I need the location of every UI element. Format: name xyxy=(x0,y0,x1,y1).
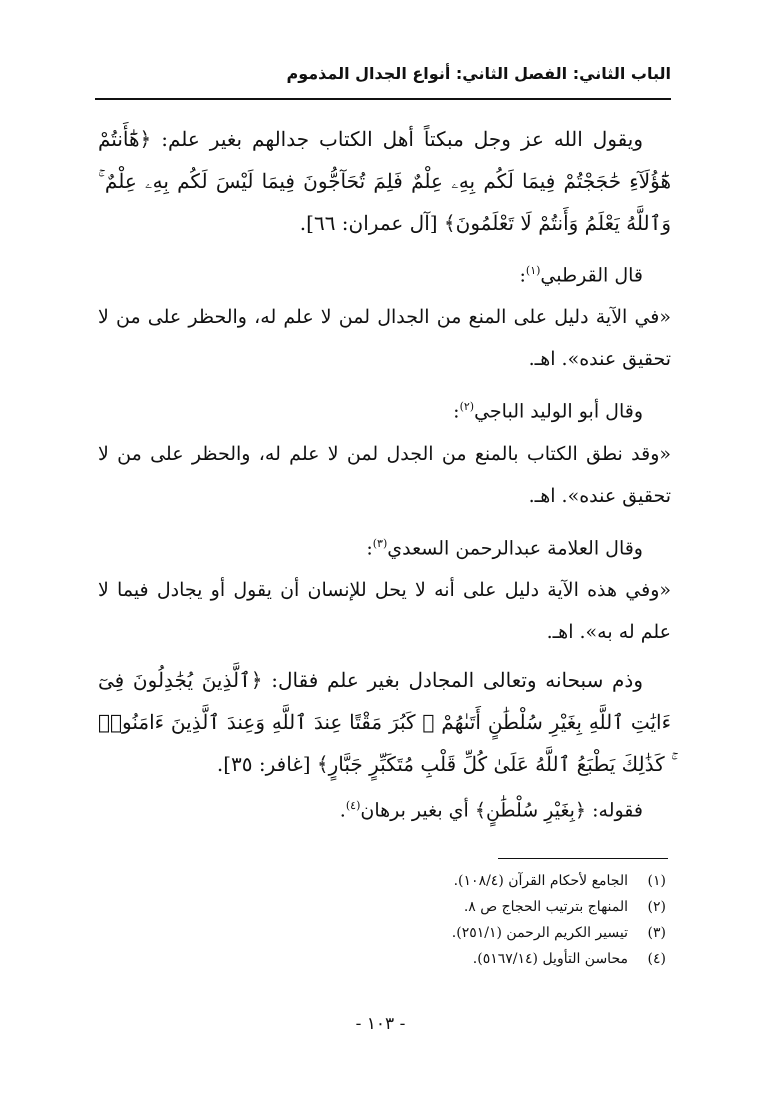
footnote-number: (٣) xyxy=(647,925,666,941)
quote-saadi: «وفي هذه الآية دليل على أنه لا يحل للإنسان أن يقول أو يجادل فيما لا علم له به». اهـ. xyxy=(98,578,671,643)
paragraph-explanation xyxy=(98,785,671,831)
page-number: - ١٠٣ - xyxy=(355,1014,406,1034)
quote-intro-colon: : xyxy=(519,264,526,287)
paragraph-ayah-1: ويقول الله عز وجل مبكتاً أهل الكتاب جدالهم بغير علم: ﴿هَٰٓأَنتُمْ هَٰٓؤُلَآءِ حَٰجَجْتُمْ فِيمَا لَكُم بِهِۦ عِلْمٌ فَلِمَ تُحَآجُّونَ فِيمَا لَيْسَ لَكُم بِهِۦ عِلْمٌ ۚ وَٱللَّهُ يَعْلَمُ وَأَنتُمْ لَا تَعْلَمُونَ﴾ [آل عمران: ٦٦]. xyxy=(98,127,671,235)
footnote-ref-2: (٢) xyxy=(459,400,475,414)
quote-intro-baji xyxy=(98,386,671,432)
quote-intro-qurtubi xyxy=(98,250,671,296)
header-rule xyxy=(95,98,671,100)
running-title: الباب الثاني: الفصل الثاني: أنواع الجدال المذموم xyxy=(286,64,671,83)
footnote-number: (٢) xyxy=(647,899,666,915)
footnote-ref-1: (١) xyxy=(525,264,541,277)
footnote-3 xyxy=(300,920,666,946)
footnote-text: محاسن التأويل (٥١٦٧/١٤). xyxy=(472,951,628,967)
explanation-text: فقوله: ﴿بِغَيْرِ سُلْطَٰنٍ﴾ أي بغير برهان xyxy=(360,799,643,822)
quote-baji: «وقد نطق الكتاب بالمنع من الجدل لمن لا علم له، والحظر على من لا تحقيق عنده». اهـ. xyxy=(98,442,671,507)
paragraph-ayah-2: وذم سبحانه وتعالى المجادل بغير علم فقال: ﴿ٱلَّذِينَ يُجَٰدِلُونَ فِىٓ ءَايَٰتِ ٱللَّهِ بِغَيْرِ سُلْطَٰنٍ أَتَىٰهُمْ ۖ كَبُرَ مَقْتًا عِندَ ٱللَّهِ وَعِندَ ٱلَّذِينَ ءَامَنُوا۟ ۚ كَذَٰلِكَ يَطْبَعُ ٱللَّهُ عَلَىٰ كُلِّ قَلْبِ مُتَكَبِّرٍ جَبَّارٍ﴾ [غافر: ٣٥]. xyxy=(98,667,671,776)
footnote-number: (٤) xyxy=(647,951,666,967)
footnote-1 xyxy=(300,868,666,894)
explanation-end: . xyxy=(339,799,346,822)
footnote-number: (١) xyxy=(647,873,666,889)
quote-intro-text: قال القرطبي xyxy=(540,264,643,287)
footnote-text: الجامع لأحكام القرآن (١٠٨/٤). xyxy=(453,873,628,889)
footnote-text: المنهاج بترتيب الحجاج ص ٨. xyxy=(463,899,628,915)
running-header xyxy=(95,60,671,96)
footnote-2 xyxy=(300,894,666,920)
quote-intro-colon: : xyxy=(366,536,373,559)
footnote-4 xyxy=(300,946,666,972)
main-text xyxy=(98,118,671,831)
footnote-rule xyxy=(498,858,668,859)
footnotes xyxy=(300,868,666,972)
quote-intro-text: وقال أبو الوليد الباجي xyxy=(474,400,643,423)
quote-intro-saadi xyxy=(98,523,671,569)
quote-intro-text: وقال العلامة عبدالرحمن السعدي xyxy=(387,536,643,559)
quote-qurtubi: «في الآية دليل على المنع من الجدال لمن لا علم له، والحظر على من لا تحقيق عنده». اهـ. xyxy=(98,306,671,371)
quote-intro-colon: : xyxy=(453,400,460,423)
footnote-text: تيسير الكريم الرحمن (٢٥١/١). xyxy=(451,925,628,941)
footnote-ref-4: (٤) xyxy=(345,798,361,812)
footnote-ref-3: (٣) xyxy=(372,536,388,550)
